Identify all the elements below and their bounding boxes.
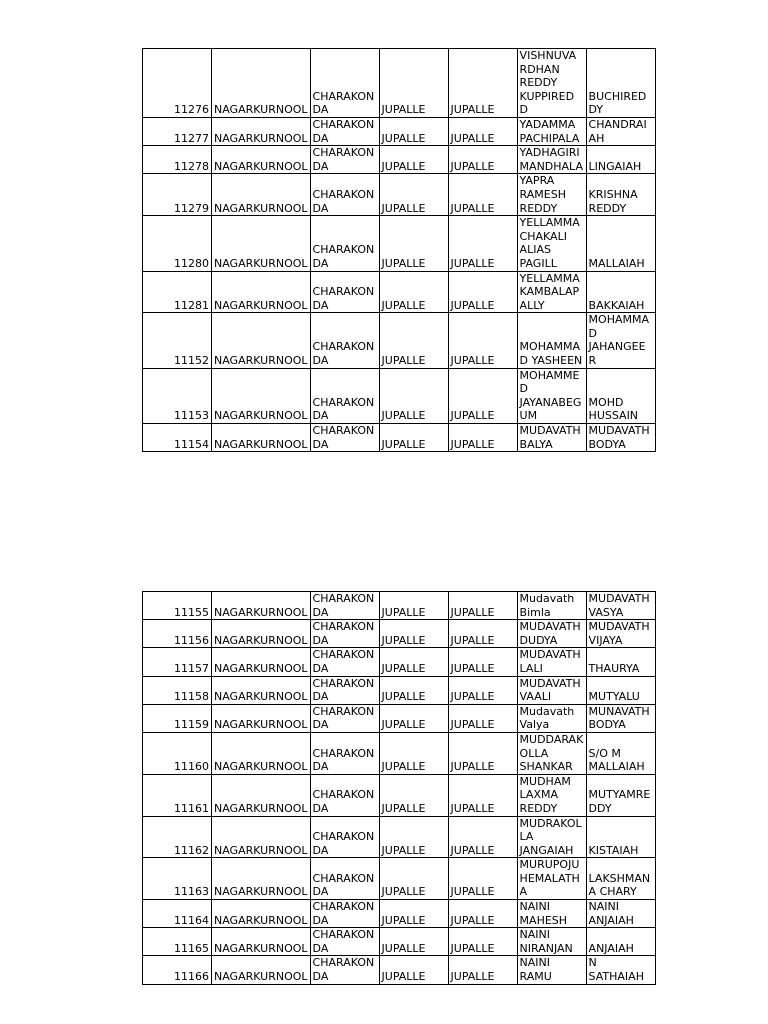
panchayat-cell: JUPALLE	[448, 676, 517, 704]
name-cell: MUDAVATH VAALI	[517, 676, 586, 704]
table-row	[143, 648, 656, 676]
name-cell: MUDDARAK OLLA SHANKAR	[517, 732, 586, 774]
serial-number-cell: 11276	[143, 49, 212, 118]
panchayat-cell: JUPALLE	[448, 900, 517, 928]
panchayat-cell: JUPALLE	[448, 49, 517, 118]
relation-name-cell: LINGAIAH	[586, 146, 655, 174]
panchayat-cell: JUPALLE	[448, 368, 517, 423]
mandal-cell: CHARAKON DA	[310, 424, 379, 452]
relation-name-cell: MOHAMMA D JAHANGEE R	[586, 313, 655, 368]
village-cell: JUPALLE	[379, 271, 448, 313]
village-cell: JUPALLE	[379, 368, 448, 423]
table-row	[143, 313, 656, 368]
serial-number-cell: 11153	[143, 368, 212, 423]
table-row	[143, 816, 656, 858]
village-cell: JUPALLE	[379, 216, 448, 271]
name-cell: MURUPOJU HEMALATH A	[517, 858, 586, 900]
relation-name-cell: MUNAVATH BODYA	[586, 704, 655, 732]
village-cell: JUPALLE	[379, 900, 448, 928]
relation-name-cell: MALLAIAH	[586, 216, 655, 271]
mandal-cell: CHARAKON DA	[310, 774, 379, 816]
name-cell: YADAMMA PACHIPALA	[517, 117, 586, 145]
mandal-cell: CHARAKON DA	[310, 928, 379, 956]
mandal-cell: CHARAKON DA	[310, 174, 379, 216]
table-row	[143, 956, 656, 984]
panchayat-cell: JUPALLE	[448, 956, 517, 984]
serial-number-cell: 11158	[143, 676, 212, 704]
panchayat-cell: JUPALLE	[448, 174, 517, 216]
mandal-cell: CHARAKON DA	[310, 732, 379, 774]
mandal-cell: CHARAKON DA	[310, 146, 379, 174]
district-cell: NAGARKURNOOL	[212, 858, 311, 900]
village-cell: JUPALLE	[379, 816, 448, 858]
name-cell: NAINI MAHESH	[517, 900, 586, 928]
relation-name-cell: BUCHIRED DY	[586, 49, 655, 118]
serial-number-cell: 11156	[143, 620, 212, 648]
name-cell: MOHAMMA D YASHEEN	[517, 313, 586, 368]
table-row	[143, 216, 656, 271]
table-row	[143, 774, 656, 816]
mandal-cell: CHARAKON DA	[310, 900, 379, 928]
relation-name-cell: ANJAIAH	[586, 928, 655, 956]
relation-name-cell: NAINI ANJAIAH	[586, 900, 655, 928]
table-row	[143, 592, 656, 620]
records-table-1	[142, 48, 656, 452]
serial-number-cell: 11160	[143, 732, 212, 774]
mandal-cell: CHARAKON DA	[310, 858, 379, 900]
village-cell: JUPALLE	[379, 676, 448, 704]
district-cell: NAGARKURNOOL	[212, 900, 311, 928]
relation-name-cell: MUTYALU	[586, 676, 655, 704]
village-cell: JUPALLE	[379, 858, 448, 900]
mandal-cell: CHARAKON DA	[310, 816, 379, 858]
district-cell: NAGARKURNOOL	[212, 676, 311, 704]
table-row	[143, 271, 656, 313]
mandal-cell: CHARAKON DA	[310, 592, 379, 620]
serial-number-cell: 11278	[143, 146, 212, 174]
table-row	[143, 424, 656, 452]
relation-name-cell: KISTAIAH	[586, 816, 655, 858]
table-row	[143, 174, 656, 216]
serial-number-cell: 11164	[143, 900, 212, 928]
relation-name-cell: N SATHAIAH	[586, 956, 655, 984]
district-cell: NAGARKURNOOL	[212, 620, 311, 648]
district-cell: NAGARKURNOOL	[212, 592, 311, 620]
name-cell: YADHAGIRI MANDHALA	[517, 146, 586, 174]
serial-number-cell: 11154	[143, 424, 212, 452]
serial-number-cell: 11163	[143, 858, 212, 900]
district-cell: NAGARKURNOOL	[212, 704, 311, 732]
village-cell: JUPALLE	[379, 648, 448, 676]
mandal-cell: CHARAKON DA	[310, 368, 379, 423]
table-row	[143, 676, 656, 704]
mandal-cell: CHARAKON DA	[310, 956, 379, 984]
mandal-cell: CHARAKON DA	[310, 271, 379, 313]
table-row	[143, 368, 656, 423]
panchayat-cell: JUPALLE	[448, 816, 517, 858]
relation-name-cell: S/O M MALLAIAH	[586, 732, 655, 774]
serial-number-cell: 11152	[143, 313, 212, 368]
panchayat-cell: JUPALLE	[448, 271, 517, 313]
panchayat-cell: JUPALLE	[448, 732, 517, 774]
district-cell: NAGARKURNOOL	[212, 424, 311, 452]
relation-name-cell: MUDAVATH BODYA	[586, 424, 655, 452]
relation-name-cell: BAKKAIAH	[586, 271, 655, 313]
name-cell: MUDAVATH LALI	[517, 648, 586, 676]
village-cell: JUPALLE	[379, 424, 448, 452]
relation-name-cell: MOHD HUSSAIN	[586, 368, 655, 423]
name-cell: NAINI NIRANJAN	[517, 928, 586, 956]
village-cell: JUPALLE	[379, 928, 448, 956]
relation-name-cell: THAURYA	[586, 648, 655, 676]
village-cell: JUPALLE	[379, 49, 448, 118]
name-cell: Mudavath Valya	[517, 704, 586, 732]
serial-number-cell: 11280	[143, 216, 212, 271]
records-table-body	[143, 592, 656, 985]
mandal-cell: CHARAKON DA	[310, 676, 379, 704]
panchayat-cell: JUPALLE	[448, 620, 517, 648]
relation-name-cell: MUDAVATH VASYA	[586, 592, 655, 620]
serial-number-cell: 11281	[143, 271, 212, 313]
table-row	[143, 732, 656, 774]
serial-number-cell: 11277	[143, 117, 212, 145]
panchayat-cell: JUPALLE	[448, 424, 517, 452]
name-cell: NAINI RAMU	[517, 956, 586, 984]
name-cell: YELLAMMA KAMBALAP ALLY	[517, 271, 586, 313]
serial-number-cell: 11165	[143, 928, 212, 956]
name-cell: MUDRAKOL LA JANGAIAH	[517, 816, 586, 858]
serial-number-cell: 11166	[143, 956, 212, 984]
district-cell: NAGARKURNOOL	[212, 174, 311, 216]
table-row	[143, 858, 656, 900]
name-cell: MUDAVATH DUDYA	[517, 620, 586, 648]
mandal-cell: CHARAKON DA	[310, 313, 379, 368]
relation-name-cell: MUDAVATH VIJAYA	[586, 620, 655, 648]
district-cell: NAGARKURNOOL	[212, 648, 311, 676]
serial-number-cell: 11155	[143, 592, 212, 620]
district-cell: NAGARKURNOOL	[212, 117, 311, 145]
name-cell: VISHNUVA RDHAN REDDY KUPPIRED D	[517, 49, 586, 118]
village-cell: JUPALLE	[379, 117, 448, 145]
village-cell: JUPALLE	[379, 956, 448, 984]
panchayat-cell: JUPALLE	[448, 704, 517, 732]
serial-number-cell: 11157	[143, 648, 212, 676]
village-cell: JUPALLE	[379, 592, 448, 620]
mandal-cell: CHARAKON DA	[310, 704, 379, 732]
table-row	[143, 704, 656, 732]
mandal-cell: CHARAKON DA	[310, 620, 379, 648]
panchayat-cell: JUPALLE	[448, 313, 517, 368]
district-cell: NAGARKURNOOL	[212, 956, 311, 984]
relation-name-cell: LAKSHMAN A CHARY	[586, 858, 655, 900]
panchayat-cell: JUPALLE	[448, 858, 517, 900]
table-row	[143, 928, 656, 956]
name-cell: YELLAMMA CHAKALI ALIAS PAGILL	[517, 216, 586, 271]
serial-number-cell: 11159	[143, 704, 212, 732]
village-cell: JUPALLE	[379, 732, 448, 774]
panchayat-cell: JUPALLE	[448, 648, 517, 676]
district-cell: NAGARKURNOOL	[212, 216, 311, 271]
name-cell: MOHAMME D JAYANABEG UM	[517, 368, 586, 423]
panchayat-cell: JUPALLE	[448, 592, 517, 620]
village-cell: JUPALLE	[379, 704, 448, 732]
district-cell: NAGARKURNOOL	[212, 816, 311, 858]
district-cell: NAGARKURNOOL	[212, 49, 311, 118]
serial-number-cell: 11161	[143, 774, 212, 816]
panchayat-cell: JUPALLE	[448, 117, 517, 145]
panchayat-cell: JUPALLE	[448, 774, 517, 816]
mandal-cell: CHARAKON DA	[310, 648, 379, 676]
table-row	[143, 900, 656, 928]
serial-number-cell: 11279	[143, 174, 212, 216]
relation-name-cell: MUTYAMRE DDY	[586, 774, 655, 816]
name-cell: MUDAVATH BALYA	[517, 424, 586, 452]
mandal-cell: CHARAKON DA	[310, 49, 379, 118]
name-cell: MUDHAM LAXMA REDDY	[517, 774, 586, 816]
table-row	[143, 117, 656, 145]
district-cell: NAGARKURNOOL	[212, 774, 311, 816]
relation-name-cell: KRISHNA REDDY	[586, 174, 655, 216]
district-cell: NAGARKURNOOL	[212, 928, 311, 956]
village-cell: JUPALLE	[379, 620, 448, 648]
serial-number-cell: 11162	[143, 816, 212, 858]
mandal-cell: CHARAKON DA	[310, 216, 379, 271]
district-cell: NAGARKURNOOL	[212, 313, 311, 368]
records-table-body	[143, 49, 656, 452]
table-row	[143, 49, 656, 118]
table-row	[143, 620, 656, 648]
panchayat-cell: JUPALLE	[448, 146, 517, 174]
table-row	[143, 146, 656, 174]
village-cell: JUPALLE	[379, 774, 448, 816]
district-cell: NAGARKURNOOL	[212, 271, 311, 313]
name-cell: YAPRA RAMESH REDDY	[517, 174, 586, 216]
district-cell: NAGARKURNOOL	[212, 146, 311, 174]
village-cell: JUPALLE	[379, 313, 448, 368]
relation-name-cell: CHANDRAI AH	[586, 117, 655, 145]
village-cell: JUPALLE	[379, 174, 448, 216]
mandal-cell: CHARAKON DA	[310, 117, 379, 145]
village-cell: JUPALLE	[379, 146, 448, 174]
panchayat-cell: JUPALLE	[448, 216, 517, 271]
district-cell: NAGARKURNOOL	[212, 368, 311, 423]
name-cell: Mudavath Bimla	[517, 592, 586, 620]
district-cell: NAGARKURNOOL	[212, 732, 311, 774]
panchayat-cell: JUPALLE	[448, 928, 517, 956]
records-table-2	[142, 591, 656, 985]
